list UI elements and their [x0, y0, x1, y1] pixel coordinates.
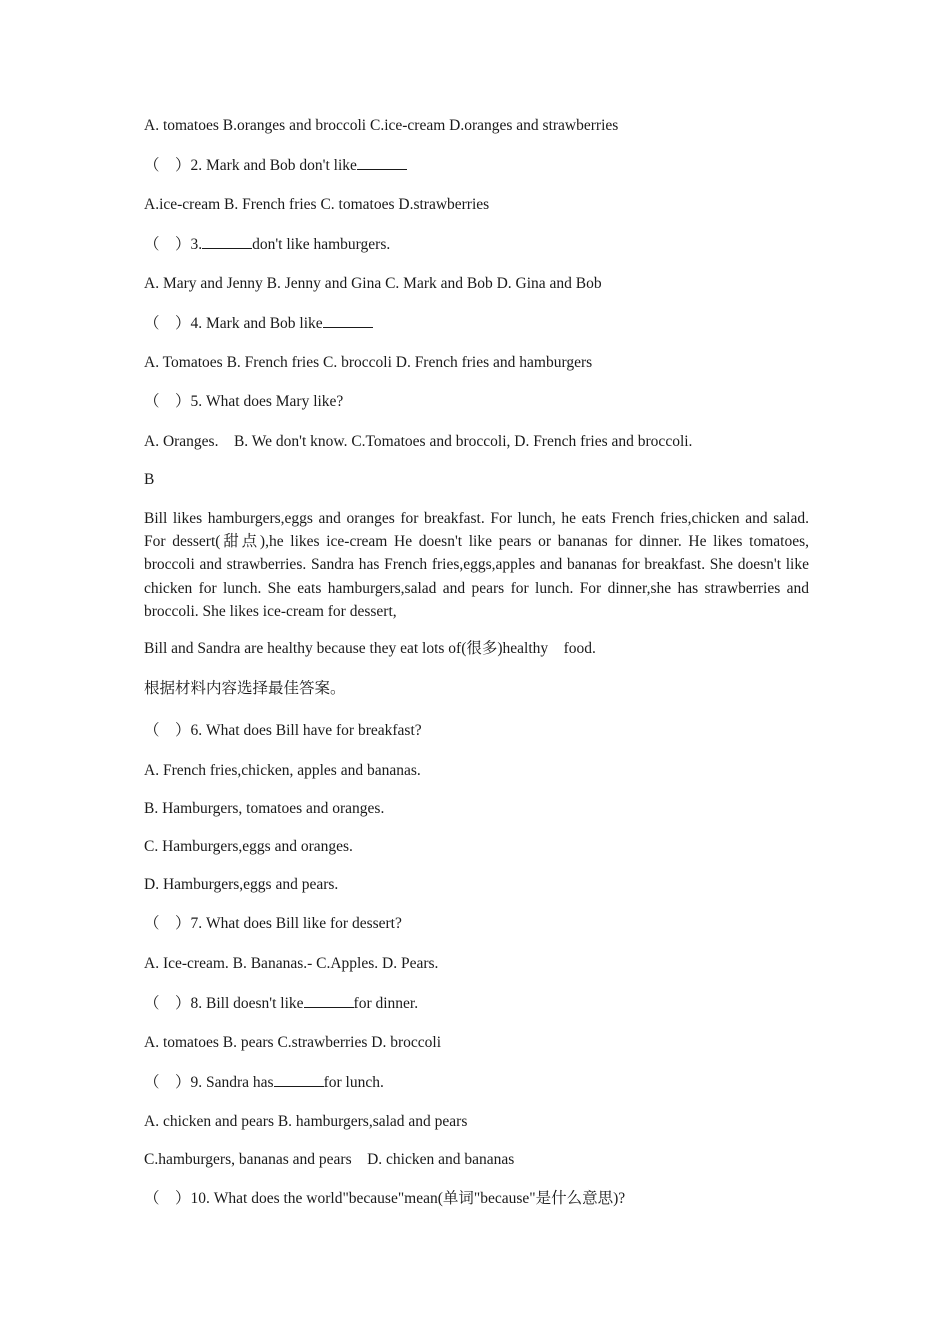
- q6-option-d: D. Hamburgers,eggs and pears.: [144, 876, 339, 893]
- answer-paren: （ ）: [144, 915, 191, 932]
- answer-paren: （ ）: [144, 157, 191, 174]
- answer-paren: （ ）: [144, 722, 191, 739]
- answer-paren: （ ）: [144, 1190, 191, 1207]
- question-text: 10. What does the world"because"mean(单词"because"是什么意思)?: [190, 1190, 626, 1207]
- question-text: 4. Mark and Bob like: [190, 315, 323, 332]
- answer-blank: [323, 313, 373, 328]
- q9-options-line-1: A. chicken and pears B. hamburgers,salad and pears: [144, 1113, 468, 1130]
- q5-options: A. Oranges. B. We don't know. C.Tomatoes and broccoli, D. French fries and broccoli.: [144, 433, 693, 450]
- question-text: 3.: [190, 236, 203, 253]
- answer-blank: [274, 1072, 324, 1087]
- question-text-after: for lunch.: [323, 1074, 384, 1091]
- q6-option-b: B. Hamburgers, tomatoes and oranges.: [144, 800, 385, 817]
- q6-option-a: A. French fries,chicken, apples and bananas.: [144, 762, 421, 779]
- question-text: 8. Bill doesn't like: [190, 995, 304, 1012]
- answer-paren: （ ）: [144, 236, 191, 253]
- answer-paren: （ ）: [144, 1074, 191, 1091]
- question-text-after: don't like hamburgers.: [252, 236, 391, 253]
- q7-options: A. Ice-cream. B. Bananas.- C.Apples. D. Pears.: [144, 955, 439, 972]
- answer-blank: [202, 234, 252, 249]
- reading-passage: Bill likes hamburgers,eggs and oranges for breakfast. For lunch, he eats French fries,chicken and salad. For dessert(甜点),he likes ice-cream He doesn't like pears or bananas for dinner. He likes tomatoes, broccoli and strawberries. Sandra has French fries,eggs,apples and bananas for breakfast. She doesn't like chicken for lunch. She eats hamburgers,salad and pears for lunch. For dinner,she has strawberries and broccoli. She likes ice-cream for dessert,: [144, 510, 809, 620]
- answer-paren: （ ）: [144, 995, 191, 1012]
- answer-blank: [357, 155, 407, 170]
- answer-blank: [304, 993, 354, 1008]
- question-3: [144, 234, 390, 255]
- q8-options: A. tomatoes B. pears C.strawberries D. broccoli: [144, 1034, 442, 1051]
- section-b-label: B: [144, 471, 155, 488]
- question-text: 7. What does Bill like for dessert?: [190, 915, 402, 932]
- question-text-after: for dinner.: [353, 995, 419, 1012]
- question-8: [144, 993, 418, 1014]
- q2-options: A.ice-cream B. French fries C. tomatoes D.strawberries: [144, 196, 490, 213]
- q1-options: A. tomatoes B.oranges and broccoli C.ice-cream D.oranges and strawberries: [144, 117, 619, 134]
- question-text: 9. Sandra has: [190, 1074, 274, 1091]
- question-6: [144, 721, 422, 741]
- answer-paren: （ ）: [144, 393, 191, 410]
- question-2: [144, 155, 407, 176]
- q6-option-c: C. Hamburgers,eggs and oranges.: [144, 838, 353, 855]
- question-10: [144, 1189, 625, 1209]
- question-9: [144, 1072, 384, 1093]
- q4-options: A. Tomatoes B. French fries C. broccoli D. French fries and hamburgers: [144, 354, 593, 371]
- question-5: [144, 392, 343, 412]
- instruction: 根据材料内容选择最佳答案。: [144, 680, 346, 697]
- q3-options: A. Mary and Jenny B. Jenny and Gina C. Mark and Bob D. Gina and Bob: [144, 275, 602, 292]
- question-text: 5. What does Mary like?: [190, 393, 344, 410]
- q9-options-line-2: C.hamburgers, bananas and pears D. chicken and bananas: [144, 1151, 515, 1168]
- question-text: 6. What does Bill have for breakfast?: [190, 722, 422, 739]
- answer-paren: （ ）: [144, 315, 191, 332]
- question-7: [144, 914, 402, 934]
- question-text: 2. Mark and Bob don't like: [190, 157, 357, 174]
- passage-conclusion: Bill and Sandra are healthy because they eat lots of(很多)healthy food.: [144, 640, 596, 657]
- question-4: [144, 313, 373, 334]
